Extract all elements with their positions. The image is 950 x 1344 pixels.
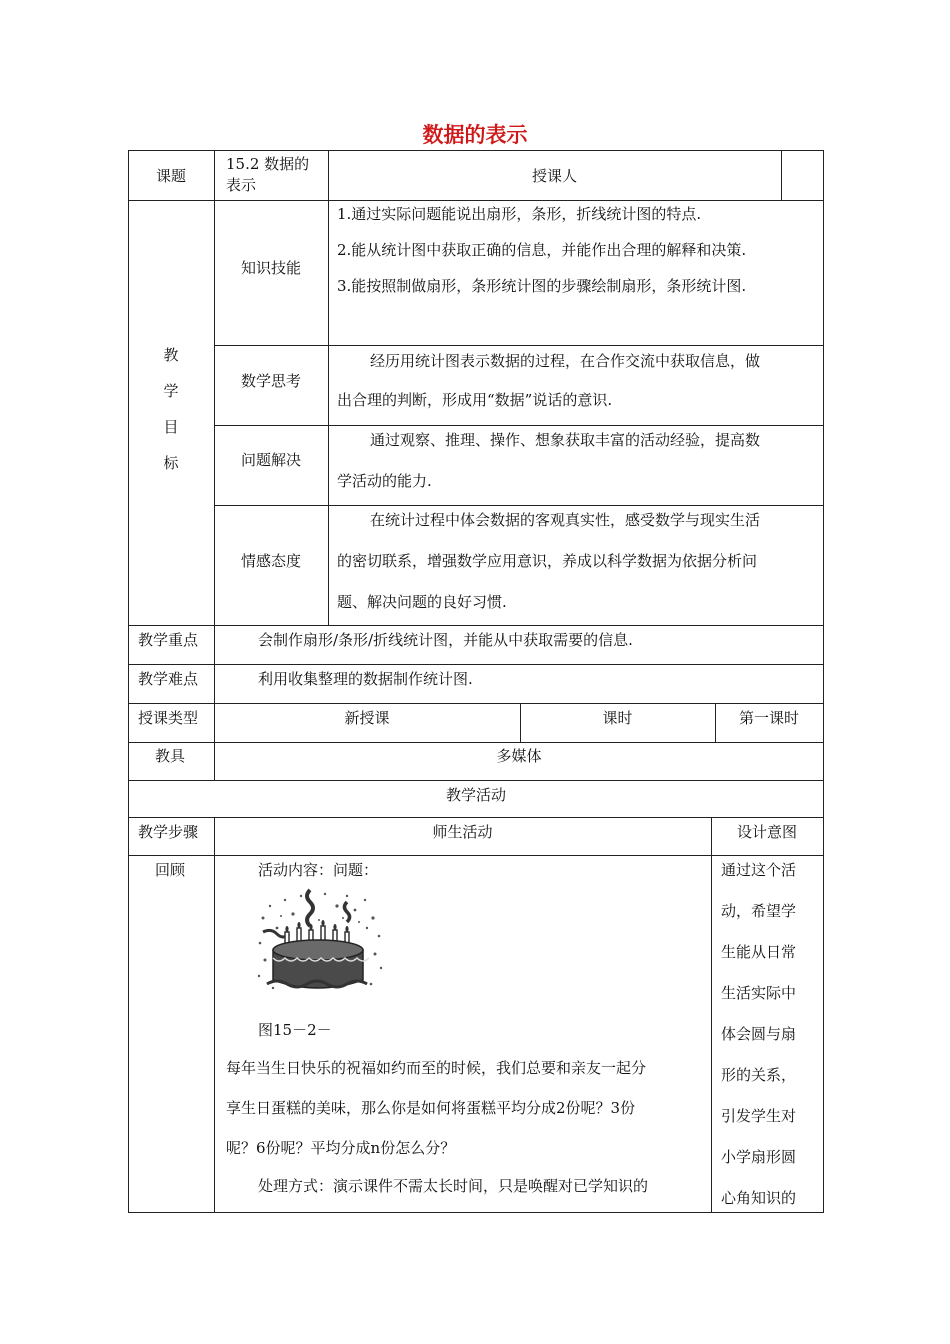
objectives-label: 教 学 目 标: [163, 346, 179, 472]
knowledge-line-1: 1.通过实际问题能说出扇形，条形，折线统计图的特点.: [337, 205, 702, 223]
review-content-label: 活动内容：问题：: [258, 861, 379, 879]
intent-line-4: 生活实际中: [721, 984, 797, 1002]
intent-line-6: 形的关系，: [721, 1066, 797, 1084]
review-method: 处理方式：演示课件不需太长时间，只是唤醒对已学知识的: [258, 1177, 649, 1195]
emotion-line-1: 在统计过程中体会数据的客观真实性，感受数学与现实生活: [370, 511, 761, 529]
review-line-1: 每年当生日快乐的祝福如约而至的时候，我们总要和亲友一起分: [226, 1059, 647, 1077]
emotion-line-3: 题、解决问题的良好习惯.: [337, 593, 507, 611]
knowledge-label: 知识技能: [240, 259, 301, 277]
emotion-line-2: 的密切联系，增强数学应用意识，养成以科学数据为依据分析问: [337, 552, 758, 570]
intent-line-9: 心角知识的: [721, 1189, 797, 1207]
period-value: 第一课时: [738, 709, 799, 727]
intent-line-7: 引发学生对: [721, 1107, 797, 1125]
activities-heading: 教学活动: [445, 786, 506, 804]
problem-label: 问题解决: [240, 451, 301, 469]
difficulty-value: 利用收集整理的数据制作统计图.: [258, 670, 473, 688]
knowledge-line-3: 3.能按照制做扇形，条形统计图的步骤绘制扇形，条形统计图.: [337, 277, 747, 295]
col-step-header: 教学步骤: [138, 823, 199, 841]
col-activity-header: 师生活动: [432, 823, 493, 841]
topic-label: 课题: [155, 167, 186, 185]
review-line-3: 呢？6份呢？平均分成n份怎么分？: [226, 1139, 456, 1157]
thinking-label: 数学思考: [240, 372, 301, 390]
birthday-cake-icon: [255, 888, 385, 1000]
period-label: 课时: [602, 709, 633, 727]
emotion-label: 情感态度: [240, 552, 301, 570]
intent-line-5: 体会圆与扇: [721, 1025, 797, 1043]
difficulty-label: 教学难点: [138, 670, 199, 688]
intent-line-1: 通过这个活: [721, 861, 797, 879]
key-point-value: 会制作扇形/条形/折线统计图，并能从中获取需要的信息.: [258, 631, 633, 649]
intent-line-2: 动，希望学: [721, 902, 797, 920]
tools-value: 多媒体: [496, 747, 542, 765]
intent-line-3: 生能从日常: [721, 943, 797, 961]
tools-label: 教具: [155, 747, 186, 765]
lecturer-label: 授课人: [531, 167, 577, 185]
thinking-line-1: 经历用统计图表示数据的过程，在合作交流中获取信息，做: [370, 352, 761, 370]
topic-value: 15.2 数据的表示: [226, 155, 310, 194]
problem-line-2: 学活动的能力.: [337, 472, 432, 490]
figure-caption: 图15－2－: [258, 1021, 332, 1039]
intent-line-8: 小学扇形圆: [721, 1148, 797, 1166]
review-step: 回顾: [155, 861, 186, 879]
problem-line-1: 通过观察、推理、操作、想象获取丰富的活动经验，提高数: [370, 431, 761, 449]
lesson-type-value: 新授课: [344, 709, 390, 727]
knowledge-line-2: 2.能从统计图中获取正确的信息，并能作出合理的解释和决策.: [337, 241, 747, 259]
thinking-line-2: 出合理的判断，形成用“数据”说话的意识.: [337, 391, 613, 409]
lesson-type-label: 授课类型: [138, 709, 199, 727]
review-line-2: 享生日蛋糕的美味，那么你是如何将蛋糕平均分成2份呢？3份: [226, 1099, 636, 1117]
key-point-label: 教学重点: [138, 631, 199, 649]
col-intent-header: 设计意图: [736, 823, 797, 841]
page-title: 数据的表示: [422, 123, 528, 147]
